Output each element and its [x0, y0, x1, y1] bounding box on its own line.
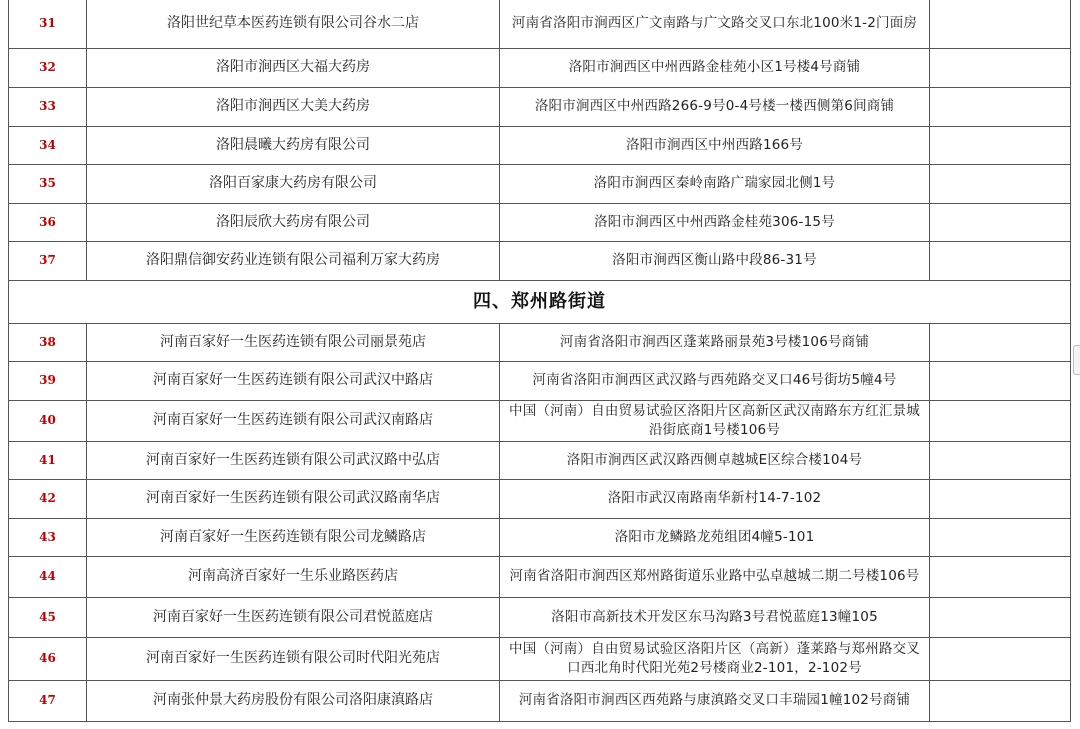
- table-row: [9, 680, 1071, 721]
- pharmacy-address: 洛阳市涧西区中州西路166号: [500, 126, 930, 164]
- row-number: 40: [9, 400, 87, 441]
- pharmacy-address: 洛阳市涧西区武汉路西侧卓越城E区综合楼104号: [500, 441, 930, 479]
- table-row: [9, 323, 1071, 361]
- pharmacy-address: 洛阳市涧西区中州西路金桂苑小区1号楼4号商铺: [500, 48, 930, 87]
- remarks-cell: [930, 323, 1071, 361]
- remarks-cell: [930, 241, 1071, 280]
- remarks-cell: [930, 400, 1071, 441]
- table-row: [9, 518, 1071, 556]
- pharmacy-name: 河南百家好一生医药连锁有限公司龙鳞路店: [87, 518, 500, 556]
- row-number: 37: [9, 241, 87, 280]
- pharmacy-address: 洛阳市武汉南路南华新村14-7-102: [500, 479, 930, 518]
- row-number: 46: [9, 637, 87, 680]
- remarks-cell: [930, 361, 1071, 400]
- remarks-cell: [930, 556, 1071, 597]
- pharmacy-name: 河南百家好一生医药连锁有限公司君悦蓝庭店: [87, 597, 500, 637]
- row-number: 42: [9, 479, 87, 518]
- pharmacy-table: [8, 0, 1071, 722]
- rows-before: [9, 0, 1071, 280]
- rows-after: [9, 323, 1071, 721]
- pharmacy-address: 河南省洛阳市涧西区蓬莱路丽景苑3号楼106号商铺: [500, 323, 930, 361]
- pharmacy-address: 河南省洛阳市涧西区武汉路与西苑路交叉口46号街坊5幢4号: [500, 361, 930, 400]
- pharmacy-name: 河南百家好一生医药连锁有限公司武汉路中弘店: [87, 441, 500, 479]
- pharmacy-address: 洛阳市涧西区秦岭南路广瑞家园北侧1号: [500, 164, 930, 203]
- table-row: [9, 441, 1071, 479]
- side-scroll-handle[interactable]: [1073, 345, 1080, 375]
- pharmacy-name: 洛阳辰欣大药房有限公司: [87, 203, 500, 241]
- table-row: [9, 203, 1071, 241]
- pharmacy-name: 河南百家好一生医药连锁有限公司武汉中路店: [87, 361, 500, 400]
- table-row: [9, 126, 1071, 164]
- pharmacy-address: 洛阳市涧西区中州西路266-9号0-4号楼一楼西侧第6间商铺: [500, 87, 930, 126]
- row-number: 33: [9, 87, 87, 126]
- table-row: [9, 0, 1071, 48]
- pharmacy-name: 洛阳晨曦大药房有限公司: [87, 126, 500, 164]
- table-row: [9, 241, 1071, 280]
- row-number: 39: [9, 361, 87, 400]
- section-block: [9, 280, 1071, 323]
- row-number: 38: [9, 323, 87, 361]
- table-row: [9, 87, 1071, 126]
- table-row: [9, 48, 1071, 87]
- table-row: [9, 597, 1071, 637]
- pharmacy-address: 河南省洛阳市涧西区郑州路街道乐业路中弘卓越城二期二号楼106号: [500, 556, 930, 597]
- table-row: [9, 556, 1071, 597]
- row-number: 47: [9, 680, 87, 721]
- pharmacy-name: 河南百家好一生医药连锁有限公司丽景苑店: [87, 323, 500, 361]
- row-number: 32: [9, 48, 87, 87]
- pharmacy-name: 洛阳鼎信御安药业连锁有限公司福利万家大药房: [87, 241, 500, 280]
- pharmacy-address: 洛阳市涧西区中州西路金桂苑306-15号: [500, 203, 930, 241]
- pharmacy-name: 河南百家好一生医药连锁有限公司时代阳光苑店: [87, 637, 500, 680]
- remarks-cell: [930, 203, 1071, 241]
- row-number: 34: [9, 126, 87, 164]
- table-row: [9, 164, 1071, 203]
- pharmacy-name: 洛阳市涧西区大美大药房: [87, 87, 500, 126]
- remarks-cell: [930, 441, 1071, 479]
- pharmacy-address: 洛阳市龙鳞路龙苑组团4幢5-101: [500, 518, 930, 556]
- pharmacy-address: 河南省洛阳市涧西区西苑路与康滇路交叉口丰瑞园1幢102号商铺: [500, 680, 930, 721]
- table-row: [9, 479, 1071, 518]
- pharmacy-name: 洛阳市涧西区大福大药房: [87, 48, 500, 87]
- row-number: 36: [9, 203, 87, 241]
- row-number: 31: [9, 0, 87, 48]
- row-number: 35: [9, 164, 87, 203]
- remarks-cell: [930, 48, 1071, 87]
- remarks-cell: [930, 637, 1071, 680]
- remarks-cell: [930, 87, 1071, 126]
- remarks-cell: [930, 518, 1071, 556]
- row-number: 44: [9, 556, 87, 597]
- remarks-cell: [930, 126, 1071, 164]
- pharmacy-name: 河南百家好一生医药连锁有限公司武汉路南华店: [87, 479, 500, 518]
- pharmacy-address: 河南省洛阳市涧西区广文南路与广文路交叉口东北100米1-2门面房: [500, 0, 930, 48]
- remarks-cell: [930, 479, 1071, 518]
- pharmacy-address: 中国（河南）自由贸易试验区洛阳片区（高新）蓬莱路与郑州路交叉口西北角时代阳光苑2号楼商业2-101，2-102号: [500, 637, 930, 680]
- pharmacy-name: 河南百家好一生医药连锁有限公司武汉南路店: [87, 400, 500, 441]
- pharmacy-address: 洛阳市高新技术开发区东马沟路3号君悦蓝庭13幢105: [500, 597, 930, 637]
- section-row: [9, 280, 1071, 323]
- row-number: 43: [9, 518, 87, 556]
- pharmacy-address: 中国（河南）自由贸易试验区洛阳片区高新区武汉南路东方红汇景城沿街底商1号楼106号: [500, 400, 930, 441]
- pharmacy-name: 洛阳百家康大药房有限公司: [87, 164, 500, 203]
- pharmacy-name: 洛阳世纪草本医药连锁有限公司谷水二店: [87, 0, 500, 48]
- pharmacy-name: 河南高济百家好一生乐业路医药店: [87, 556, 500, 597]
- table-row: [9, 361, 1071, 400]
- pharmacy-address: 洛阳市涧西区衡山路中段86-31号: [500, 241, 930, 280]
- table-row: [9, 637, 1071, 680]
- row-number: 45: [9, 597, 87, 637]
- table-row: [9, 400, 1071, 441]
- section-title: 四、郑州路街道: [9, 280, 1071, 323]
- pharmacy-name: 河南张仲景大药房股份有限公司洛阳康滇路店: [87, 680, 500, 721]
- remarks-cell: [930, 0, 1071, 48]
- remarks-cell: [930, 164, 1071, 203]
- row-number: 41: [9, 441, 87, 479]
- remarks-cell: [930, 597, 1071, 637]
- remarks-cell: [930, 680, 1071, 721]
